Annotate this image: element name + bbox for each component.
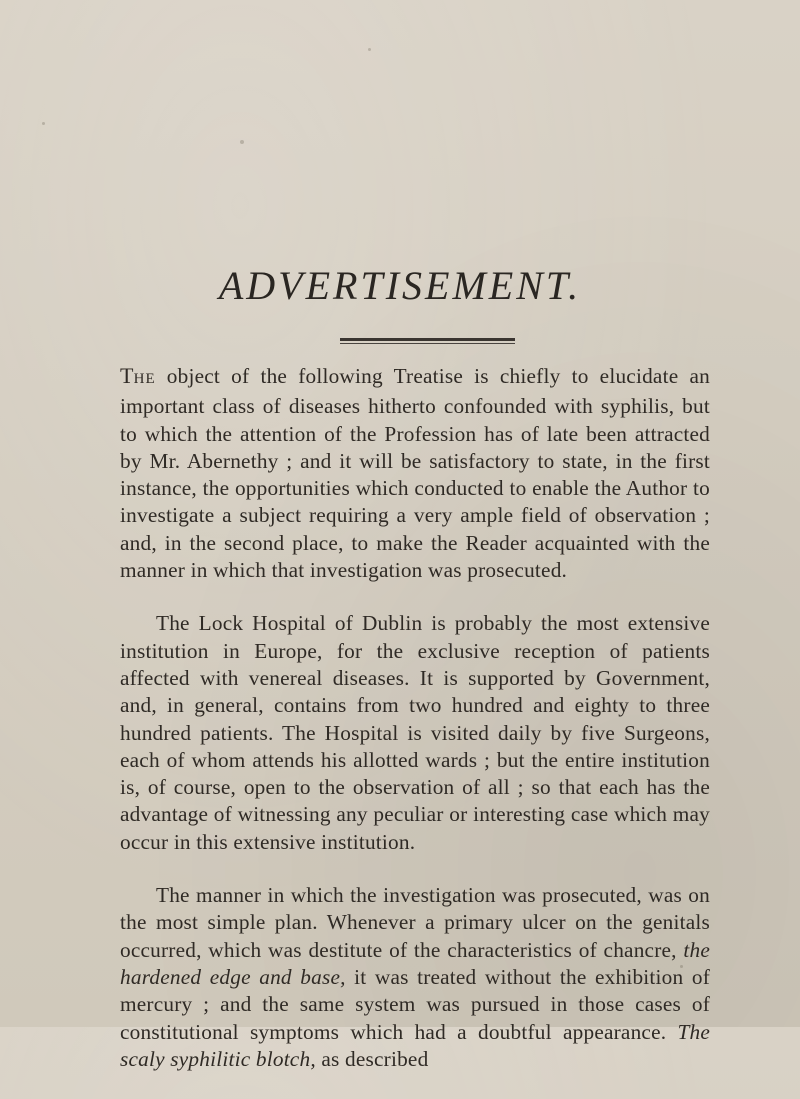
paragraph-3-text-b: it was treated without the exhibition of mercury ; and the same system was pursued in those cases of constitutional symptoms which had a doubtful appearance.	[120, 964, 710, 1044]
paragraph-1	[120, 362, 710, 584]
paragraph-1-text: object of the following Treatise is chiefly to elucidate an important class of diseases hitherto confounded with syphilis, but to which the attention of the Profession has of late been attracted by Mr. Abernethy ; and it will be satisfactory to state, in the first instance, the opportunities which conducted to enable the Author to investigate a subject requiring a very ample field of observation ; and, in the second place, to make the Reader acquainted with the manner in which that investigation was prosecuted.	[120, 364, 710, 583]
paragraph-2	[120, 610, 710, 856]
paper-speck	[42, 122, 45, 125]
paragraph-3	[120, 882, 710, 1073]
paragraph-2-text: The Lock Hospital of Dublin is probably the most extensive institution in Europe, for the exclusive reception of patients affected with venereal diseases. It is supported by Government, and, in general, contains from two hundred and eighty to three hundred patients. The Hospital is visited daily by five Surgeons, each of whom attends his allotted wards ; but the entire institution is, of course, open to the observation of all ; so that each has the advantage of witnessing any peculiar or interesting case which may occur in this extensive institution.	[120, 611, 710, 854]
paper-speck	[368, 48, 371, 51]
paragraph-3-text-c: as described	[315, 1046, 429, 1071]
paragraph-3-italic-a: the hardened edge and base,	[120, 937, 710, 989]
paper-speck	[680, 965, 683, 968]
paragraph-3-italic-b: The scaly syphilitic blotch,	[120, 1019, 710, 1071]
body-text	[120, 362, 710, 1099]
small-caps-text: HE	[133, 371, 156, 387]
page-title: ADVERTISEMENT.	[218, 263, 582, 308]
drop-cap: T	[120, 363, 134, 388]
title-divider	[340, 338, 515, 344]
paragraph-3-text-a: The manner in which the investigation was prosecuted, was on the most simple plan. Whenever a primary ulcer on the genitals occurred, which was destitute of the characteristics of chancre,	[120, 883, 710, 962]
paper-speck	[240, 140, 244, 144]
